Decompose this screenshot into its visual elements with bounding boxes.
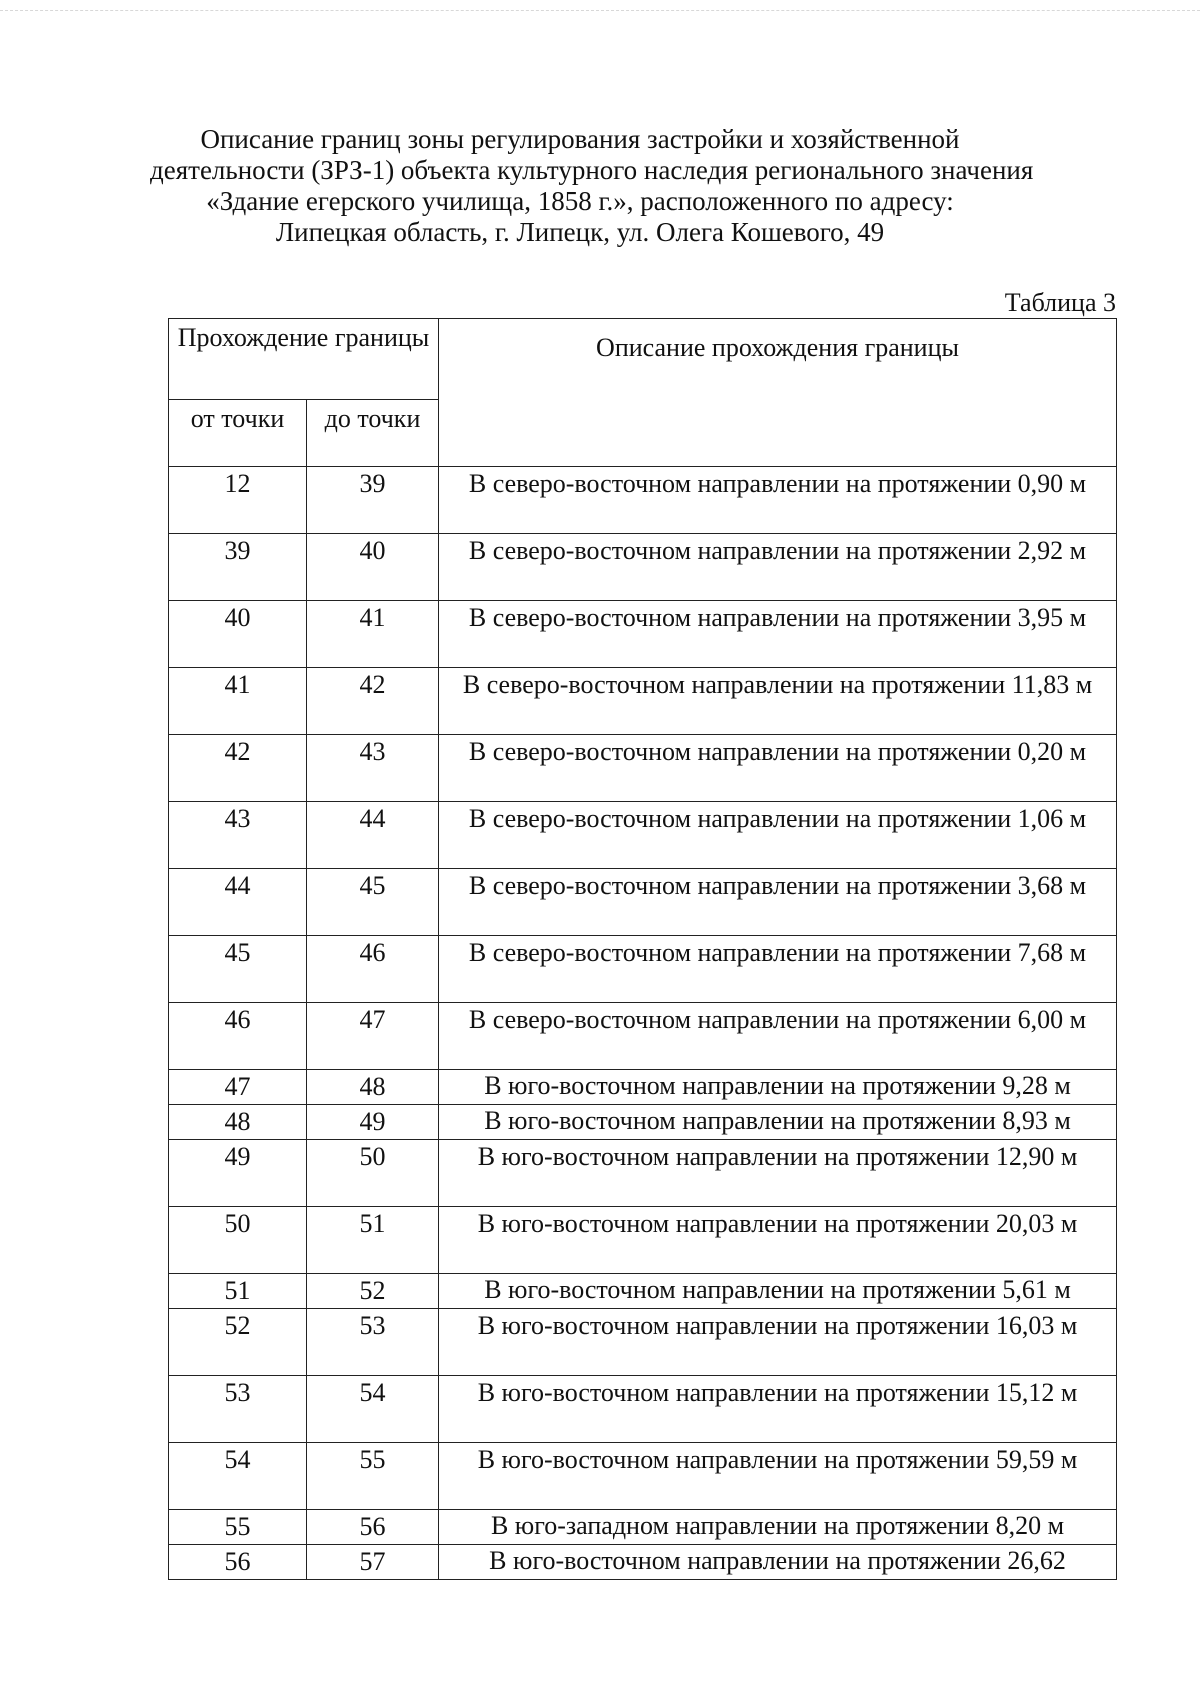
description-cell: В северо-восточном направлении на протяжении 3,95 м: [439, 601, 1117, 668]
from-point-cell: 43: [169, 802, 307, 869]
title-line-1: Описание границ зоны регулирования застройки и хозяйственной: [200, 124, 960, 154]
description-cell: В юго-восточном направлении на протяжении 15,12 м: [439, 1376, 1117, 1443]
from-point-cell: 51: [169, 1274, 307, 1309]
header-from-point: от точки: [169, 400, 307, 467]
from-point-cell: 41: [169, 668, 307, 735]
description-cell: В юго-восточном направлении на протяжении 8,93 м: [439, 1105, 1117, 1140]
table-row: [169, 1376, 1117, 1443]
title-line-2: деятельности (ЗРЗ-1) объекта культурного наследия регионального значения: [150, 155, 1034, 185]
description-cell: В юго-восточном направлении на протяжении 20,03 м: [439, 1207, 1117, 1274]
to-point-cell: 55: [307, 1443, 439, 1510]
from-point-cell: 49: [169, 1140, 307, 1207]
to-point-cell: 42: [307, 668, 439, 735]
table-row: [169, 1274, 1117, 1309]
from-point-cell: 40: [169, 601, 307, 668]
table-body: [169, 467, 1117, 1580]
table-row: [169, 1510, 1117, 1545]
description-cell: В юго-восточном направлении на протяжении 26,62: [439, 1545, 1117, 1580]
header-boundary-passage: Прохождение границы: [169, 319, 439, 400]
from-point-cell: 52: [169, 1309, 307, 1376]
to-point-cell: 39: [307, 467, 439, 534]
from-point-cell: 47: [169, 1070, 307, 1105]
from-point-cell: 56: [169, 1545, 307, 1580]
table-row: [169, 1140, 1117, 1207]
description-cell: В юго-восточном направлении на протяжении 59,59 м: [439, 1443, 1117, 1510]
from-point-cell: 53: [169, 1376, 307, 1443]
description-cell: В северо-восточном направлении на протяжении 11,83 м: [439, 668, 1117, 735]
to-point-cell: 54: [307, 1376, 439, 1443]
from-point-cell: 48: [169, 1105, 307, 1140]
table-row: [169, 467, 1117, 534]
from-point-cell: 55: [169, 1510, 307, 1545]
to-point-cell: 46: [307, 936, 439, 1003]
table-header: [169, 319, 1117, 467]
table-row: [169, 1003, 1117, 1070]
from-point-cell: 39: [169, 534, 307, 601]
to-point-cell: 52: [307, 1274, 439, 1309]
to-point-cell: 49: [307, 1105, 439, 1140]
description-cell: В юго-западном направлении на протяжении 8,20 м: [439, 1510, 1117, 1545]
description-cell: В северо-восточном направлении на протяжении 0,20 м: [439, 735, 1117, 802]
description-cell: В юго-восточном направлении на протяжении 12,90 м: [439, 1140, 1117, 1207]
to-point-cell: 47: [307, 1003, 439, 1070]
table-row: [169, 1545, 1117, 1580]
boundary-table: [168, 318, 1117, 1580]
table-caption: Таблица 3: [1004, 288, 1116, 317]
to-point-cell: 56: [307, 1510, 439, 1545]
from-point-cell: 54: [169, 1443, 307, 1510]
description-cell: В северо-восточном направлении на протяжении 3,68 м: [439, 869, 1117, 936]
to-point-cell: 53: [307, 1309, 439, 1376]
table-row: [169, 1070, 1117, 1105]
title-line-4: Липецкая область, г. Липецк, ул. Олега Кошевого, 49: [275, 217, 885, 247]
to-point-cell: 57: [307, 1545, 439, 1580]
description-cell: В северо-восточном направлении на протяжении 6,00 м: [439, 1003, 1117, 1070]
table-row: [169, 534, 1117, 601]
table-row: [169, 936, 1117, 1003]
table-row: [169, 735, 1117, 802]
table-row: [169, 1105, 1117, 1140]
from-point-cell: 50: [169, 1207, 307, 1274]
table-row: [169, 1207, 1117, 1274]
description-cell: В северо-восточном направлении на протяжении 7,68 м: [439, 936, 1117, 1003]
table-row: [169, 668, 1117, 735]
from-point-cell: 42: [169, 735, 307, 802]
table-row: [169, 601, 1117, 668]
to-point-cell: 45: [307, 869, 439, 936]
from-point-cell: 46: [169, 1003, 307, 1070]
table-row: [169, 1443, 1117, 1510]
description-cell: В юго-восточном направлении на протяжении 5,61 м: [439, 1274, 1117, 1309]
to-point-cell: 40: [307, 534, 439, 601]
header-to-point: до точки: [307, 400, 439, 467]
to-point-cell: 50: [307, 1140, 439, 1207]
description-cell: В северо-восточном направлении на протяжении 2,92 м: [439, 534, 1117, 601]
table-row: [169, 869, 1117, 936]
to-point-cell: 43: [307, 735, 439, 802]
document-title: [150, 124, 1034, 248]
header-description: Описание прохождения границы: [439, 319, 1117, 467]
scan-edge-line: [0, 10, 1200, 11]
to-point-cell: 51: [307, 1207, 439, 1274]
description-cell: В юго-восточном направлении на протяжении 16,03 м: [439, 1309, 1117, 1376]
title-line-3: «Здание егерского училища, 1858 г.», расположенного по адресу:: [206, 186, 954, 216]
from-point-cell: 44: [169, 869, 307, 936]
to-point-cell: 44: [307, 802, 439, 869]
from-point-cell: 45: [169, 936, 307, 1003]
description-cell: В северо-восточном направлении на протяжении 0,90 м: [439, 467, 1117, 534]
to-point-cell: 48: [307, 1070, 439, 1105]
table-row: [169, 1309, 1117, 1376]
description-cell: В юго-восточном направлении на протяжении 9,28 м: [439, 1070, 1117, 1105]
table-row: [169, 802, 1117, 869]
to-point-cell: 41: [307, 601, 439, 668]
description-cell: В северо-восточном направлении на протяжении 1,06 м: [439, 802, 1117, 869]
from-point-cell: 12: [169, 467, 307, 534]
